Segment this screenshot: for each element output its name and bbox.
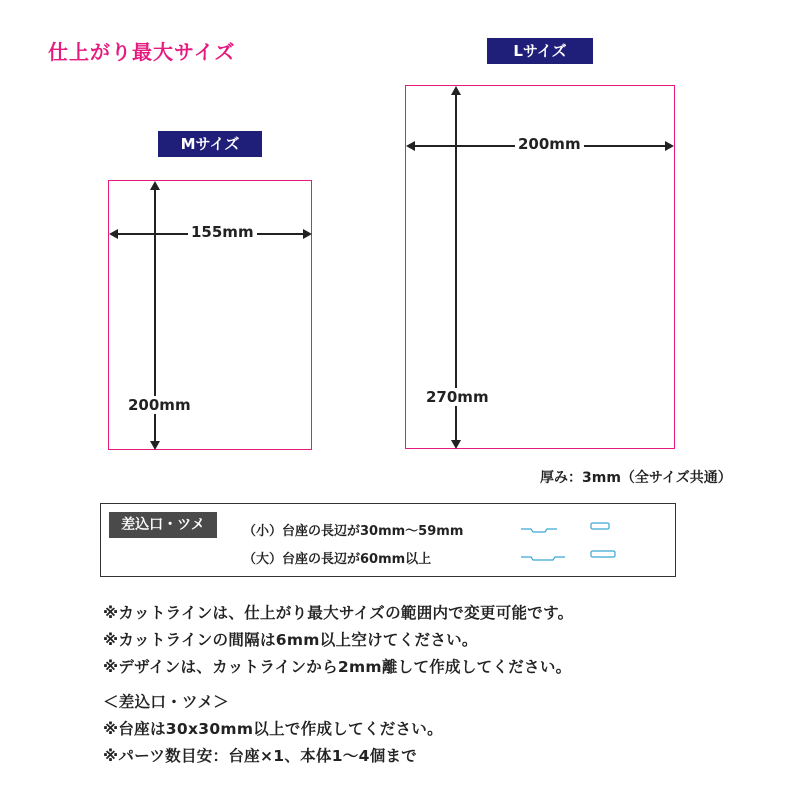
tab-large-text: （大）台座の長辺が60mm以上 [243,552,432,567]
l-height-arrow-up-icon [451,86,461,95]
l-width-arrow-right-icon [665,141,674,151]
thickness-note: 厚み：3mm（全サイズ共通） [540,470,732,486]
l-width-value: 200mm [515,135,584,153]
tab-note-line-1: ※台座は30x30mm以上で作成してください。 [103,720,443,738]
tab-info-box [100,503,676,577]
note-line-3: ※デザインは、カットラインから2mm離して作成してください。 [103,658,572,676]
l-size-label: Lサイズ [487,38,593,64]
page-title: 仕上がり最大サイズ [48,40,236,64]
large-slot-icon [519,548,567,562]
m-height-arrow-down-icon [150,441,160,450]
small-slot-icon [519,520,559,534]
m-height-value: 200mm [128,396,191,414]
note-line-2: ※カットラインの間隔は6mm以上空けてください。 [103,631,478,649]
tab-small-text: （小）台座の長辺が30mm〜59mm [243,524,464,539]
tab-section-title: 差込口・ツメ [109,512,217,538]
tab-notes-title: ＜差込口・ツメ＞ [103,693,230,711]
m-width-value: 155mm [188,223,257,241]
m-size-label: Mサイズ [158,131,262,157]
small-tab-icon [589,520,613,532]
m-height-arrow-up-icon [150,181,160,190]
m-width-arrow-right-icon [303,229,312,239]
note-line-1: ※カットラインは、仕上がり最大サイズの範囲内で変更可能です。 [103,604,574,622]
large-tab-icon [589,548,619,560]
l-height-value: 270mm [426,388,489,406]
m-width-arrow-left-icon [109,229,118,239]
tab-note-line-2: ※パーツ数目安：台座×1、本体1〜4個まで [103,747,418,765]
l-height-arrow-down-icon [451,440,461,449]
l-width-arrow-left-icon [406,141,415,151]
